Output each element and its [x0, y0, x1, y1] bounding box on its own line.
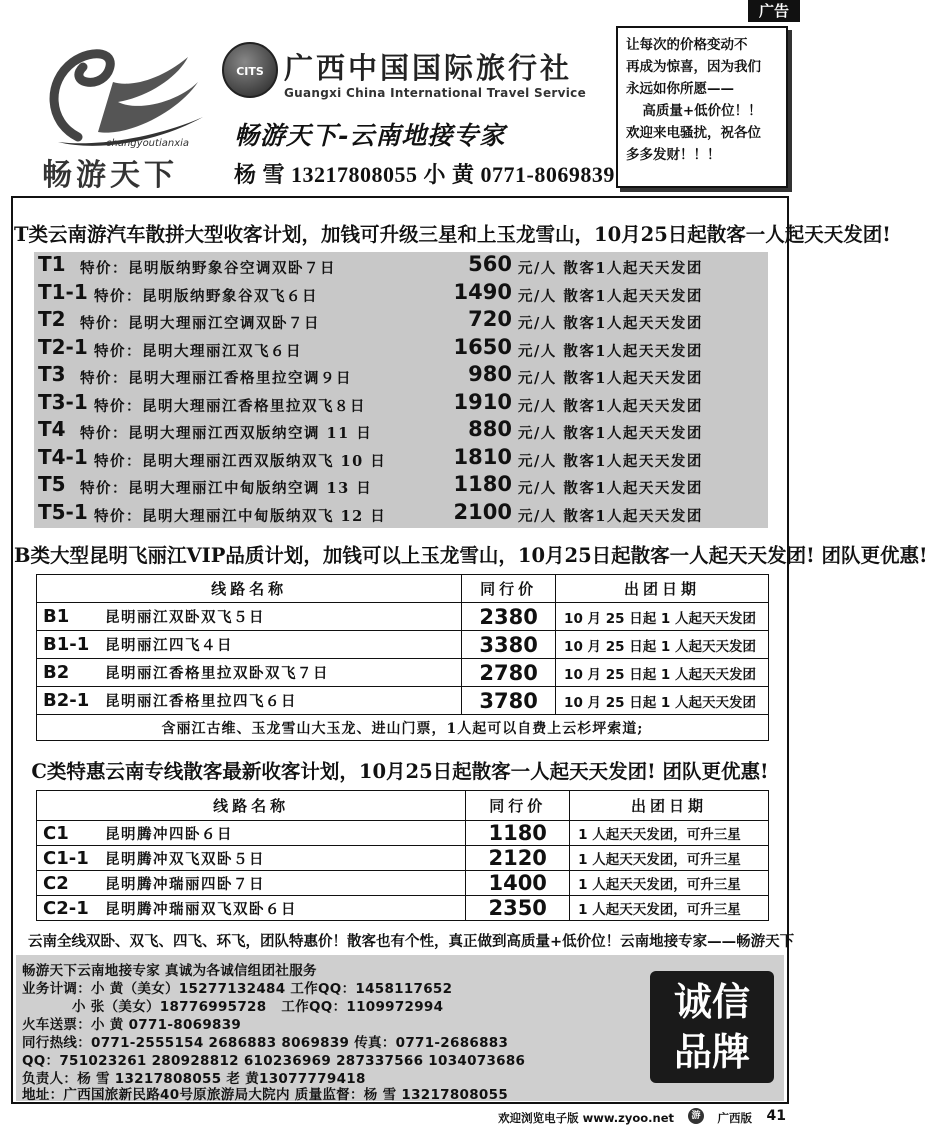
tour-route: 特价：昆明大理丽江西双版纳双飞 10 日 — [94, 452, 387, 470]
brand-seal: 诚信 品牌 — [650, 971, 774, 1083]
tour-note: 元/人 散客1人起天天发团 — [518, 397, 703, 415]
price-cell: 3780 — [462, 687, 556, 715]
route-code: C1 — [43, 822, 69, 844]
route-name: 昆明丽江四飞４日 — [105, 637, 233, 654]
page-number: 41 — [766, 1108, 786, 1124]
tour-code: T1-1 — [38, 279, 88, 304]
route-cell — [37, 896, 466, 921]
tour-price: 720 — [468, 307, 512, 331]
tour-route: 特价：昆明大理丽江中甸版纳空调 13 日 — [80, 480, 373, 497]
table-row — [37, 687, 769, 715]
tour-route: 特价：昆明版纳野象谷空调双卧７日 — [80, 260, 336, 277]
route-name: 昆明腾冲瑞丽双飞双卧６日 — [105, 900, 297, 918]
table-row — [37, 603, 769, 631]
tour-row — [34, 362, 768, 390]
tour-route: 特价：昆明大理丽江中甸版纳双飞 12 日 — [94, 507, 387, 525]
section-t-list — [34, 252, 768, 528]
col-price: 同行价 — [466, 791, 570, 821]
contact-info — [16, 955, 784, 1101]
slogan: 畅游天下-云南地接专家 — [234, 121, 506, 150]
notice-box: 让每次的价格变动不 再成为惊喜，因为我们 永远如你所愿—— 高质量+低价位！！ 欢迎来电骚扰，祝各位 多多发财！！！ — [616, 26, 788, 188]
tour-price: 1910 — [453, 389, 512, 414]
col-date: 出团日期 — [570, 791, 769, 821]
tour-note: 元/人 散客1人起天天发团 — [518, 315, 703, 332]
tour-row — [34, 390, 768, 418]
date-cell: 1 人起天天发团，可升三星 — [570, 846, 769, 871]
tour-note: 元/人 散客1人起天天发团 — [518, 342, 703, 360]
col-price: 同行价 — [462, 575, 556, 603]
route-code: B1-1 — [43, 634, 90, 655]
route-name: 昆明腾冲四卧６日 — [105, 825, 233, 843]
route-cell — [37, 631, 462, 659]
tour-price: 1490 — [453, 279, 512, 304]
publisher-icon: 游 — [688, 1108, 704, 1124]
tour-code: T3 — [38, 362, 66, 386]
tour-price: 1650 — [453, 334, 512, 359]
brand-logo — [20, 20, 220, 192]
ad-tag: 广告 — [748, 0, 800, 22]
tour-row — [34, 445, 768, 473]
date-cell: 10 月 25 日起 1 人起天天发团 — [556, 603, 769, 631]
section-t-title: T类云南游汽车散拼大型收客计划，加钱可升级三星和上玉龙雪山，10月25日起散客一人起天天发团! — [14, 223, 891, 246]
swirl-logo-icon — [38, 42, 208, 152]
tour-note: 元/人 散客1人起天天发团 — [518, 260, 703, 277]
tour-code: T2-1 — [38, 334, 88, 359]
tour-note: 元/人 散客1人起天天发团 — [518, 425, 703, 442]
section-c-table — [36, 790, 769, 921]
tour-note: 元/人 散客1人起天天发团 — [518, 452, 703, 470]
price-cell: 1180 — [466, 821, 570, 846]
section-c-title: C类特惠云南专线散客最新收客计划，10月25日起散客一人起天天发团! 团队更优惠! — [31, 760, 769, 783]
tour-row — [34, 472, 768, 500]
section-c-slogan: 云南全线双卧、双飞、四飞、环飞，团队特惠价！散客也有个性，真正做到高质量+低价位！云南地接专家——畅游天下 — [28, 934, 795, 950]
price-cell: 2380 — [462, 603, 556, 631]
route-code: C2-1 — [43, 897, 89, 919]
agency-name: 广西中国国际旅行社 — [284, 51, 573, 85]
tour-route: 特价：昆明大理丽江香格里拉双飞８日 — [94, 397, 366, 415]
price-cell: 2350 — [466, 896, 570, 921]
tour-row — [34, 417, 768, 445]
route-code: C2 — [43, 872, 69, 894]
table-row — [37, 631, 769, 659]
tour-route: 特价：昆明版纳野象谷双飞６日 — [94, 287, 318, 305]
info-line: QQ：751023261 280928812 610236969 287337566 1034073686 — [22, 1053, 526, 1069]
route-cell — [37, 821, 466, 846]
route-name: 昆明丽江香格里拉四飞６日 — [105, 693, 297, 710]
tour-price: 880 — [468, 417, 512, 441]
info-line: 业务计调：小 黄（美女）15277132484 工作QQ：1458117652 — [22, 981, 453, 997]
section-b-table — [36, 574, 769, 741]
route-cell — [37, 659, 462, 687]
tour-note: 元/人 散客1人起天天发团 — [518, 480, 703, 497]
date-cell: 1 人起天天发团，可升三星 — [570, 871, 769, 896]
tour-note: 元/人 散客1人起天天发团 — [518, 507, 703, 525]
price-cell: 3380 — [462, 631, 556, 659]
route-name: 昆明丽江香格里拉双卧双飞７日 — [105, 665, 329, 682]
tour-code: T2 — [38, 307, 66, 331]
tour-price: 560 — [468, 252, 512, 276]
route-code: C1-1 — [43, 847, 89, 869]
tour-price: 980 — [468, 362, 512, 386]
logo-text: 畅游天下 — [42, 158, 178, 193]
col-route: 线路名称 — [37, 791, 466, 821]
route-name: 昆明腾冲双飞双卧５日 — [105, 850, 265, 868]
route-code: B1 — [43, 606, 70, 627]
route-name: 昆明腾冲瑞丽四卧７日 — [105, 875, 265, 893]
tour-route: 特价：昆明大理丽江西双版纳空调 11 日 — [80, 425, 373, 442]
price-cell: 1400 — [466, 871, 570, 896]
info-line: 火车送票：小 黄 0771-8069839 — [22, 1017, 242, 1033]
tour-route: 特价：昆明大理丽江双飞６日 — [94, 342, 302, 360]
info-line: 地址：广西国旅新民路40号原旅游局大院内 质量监督：杨 雪 13217808055 — [22, 1087, 509, 1103]
tour-row — [34, 252, 768, 280]
tour-code: T5 — [38, 472, 66, 496]
table-row — [37, 821, 769, 846]
tour-price: 1810 — [453, 444, 512, 469]
route-cell — [37, 687, 462, 715]
header — [12, 20, 788, 196]
section-b-title: B类大型昆明飞丽江VIP品质计划，加钱可以上玉龙雪山，10月25日起散客一人起天天发团! 团队更优惠! — [14, 544, 928, 567]
tour-route: 特价：昆明大理丽江香格里拉空调９日 — [80, 370, 352, 387]
footer — [0, 1106, 800, 1127]
route-cell — [37, 846, 466, 871]
info-line: 小 张（美女）18776995728 工作QQ：1109972994 — [22, 999, 444, 1015]
col-date: 出团日期 — [556, 575, 769, 603]
info-line: 同行热线：0771-2555154 2686883 8069839 传真：0771-2686883 — [22, 1035, 509, 1051]
table-row — [37, 659, 769, 687]
contact-line: 杨 雪 13217808055 小 黄 0771-8069839 — [234, 162, 615, 187]
route-code: B2-1 — [43, 690, 90, 711]
date-cell: 1 人起天天发团，可升三星 — [570, 821, 769, 846]
tour-code: T4 — [38, 417, 66, 441]
route-code: B2 — [43, 662, 70, 683]
tour-row — [34, 307, 768, 335]
agency-name-en: Guangxi China International Travel Service — [284, 86, 587, 100]
tour-code: T1 — [38, 252, 66, 276]
table-row — [37, 846, 769, 871]
tour-code: T3-1 — [38, 389, 88, 414]
info-line: 畅游天下云南地接专家 真诚为各诚信组团社服务 — [22, 963, 317, 979]
date-cell: 1 人起天天发团，可升三星 — [570, 896, 769, 921]
tour-note: 元/人 散客1人起天天发团 — [518, 287, 703, 305]
tour-code: T5-1 — [38, 499, 88, 524]
tour-row — [34, 500, 768, 528]
logo-pinyin: changyoutianxia — [106, 138, 190, 149]
footer-site-link[interactable]: 欢迎浏览电子版 www.zyoo.net — [498, 1111, 674, 1125]
route-cell — [37, 603, 462, 631]
tour-price: 1180 — [453, 472, 512, 496]
cits-badge-icon: CITS — [222, 42, 278, 98]
table-row — [37, 871, 769, 896]
col-route: 线路名称 — [37, 575, 462, 603]
route-name: 昆明丽江双卧双飞５日 — [105, 609, 265, 626]
tour-row — [34, 280, 768, 308]
route-cell — [37, 871, 466, 896]
footer-edition: 广西版 — [717, 1111, 752, 1125]
price-cell: 2120 — [466, 846, 570, 871]
price-cell: 2780 — [462, 659, 556, 687]
date-cell: 10 月 25 日起 1 人起天天发团 — [556, 631, 769, 659]
tour-code: T4-1 — [38, 444, 88, 469]
tour-route: 特价：昆明大理丽江空调双卧７日 — [80, 315, 320, 332]
info-line: 负责人：杨 雪 13217808055 老 黄13077779418 — [22, 1071, 366, 1087]
section-b-note: 含丽江古维、玉龙雪山大玉龙、进山门票，1人起可以自费上云杉坪索道; — [37, 715, 769, 741]
tour-row — [34, 335, 768, 363]
tour-price: 2100 — [453, 499, 512, 524]
table-row — [37, 896, 769, 921]
date-cell: 10 月 25 日起 1 人起天天发团 — [556, 687, 769, 715]
tour-note: 元/人 散客1人起天天发团 — [518, 370, 703, 387]
date-cell: 10 月 25 日起 1 人起天天发团 — [556, 659, 769, 687]
